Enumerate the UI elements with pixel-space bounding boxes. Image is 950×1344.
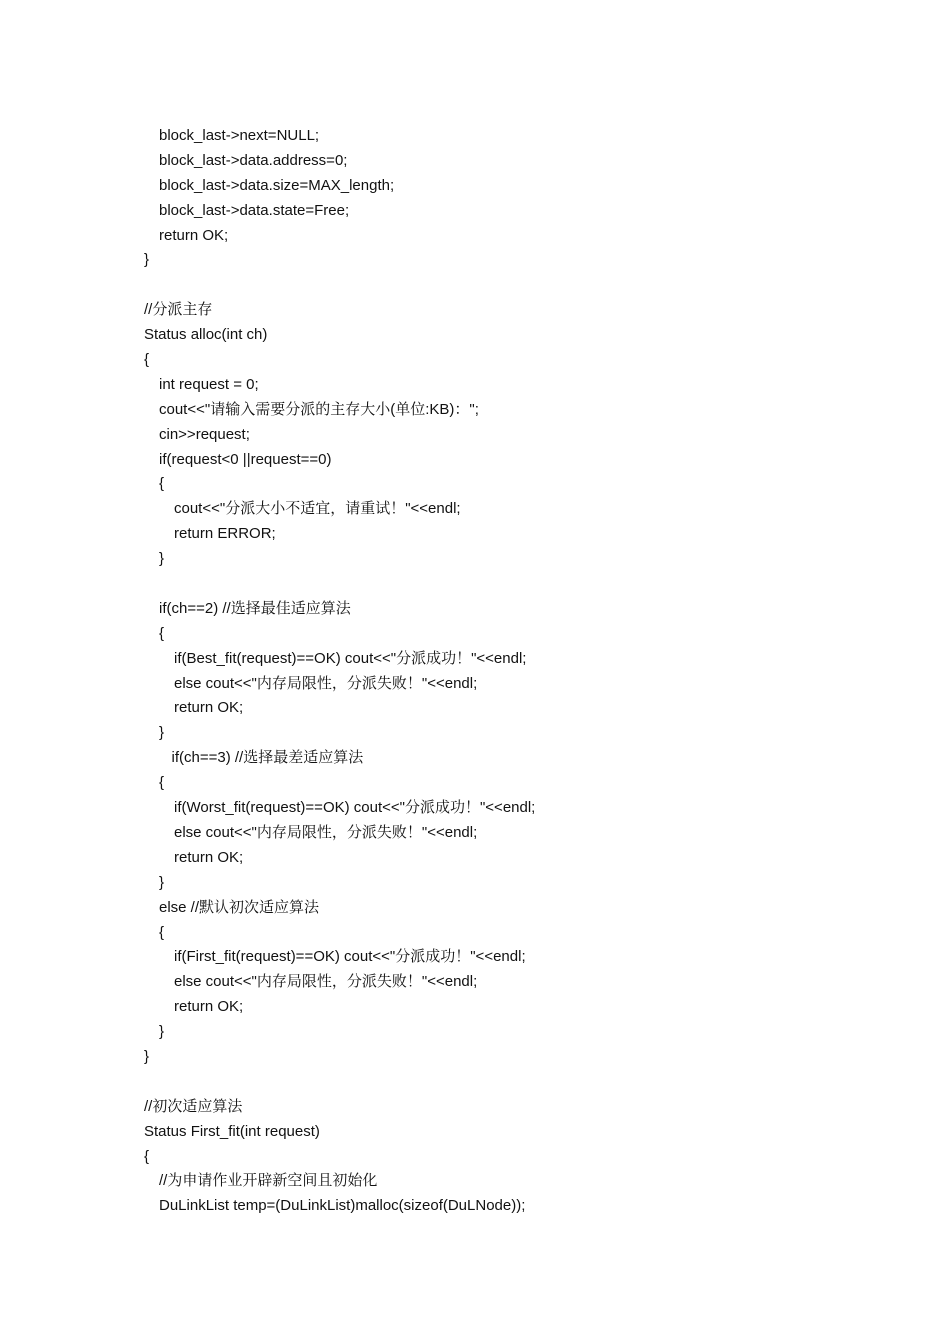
- code-line: else //默认初次适应算法: [159, 898, 320, 916]
- code-line: //为申请作业开辟新空间且初始化: [159, 1172, 378, 1190]
- code-line: if(Best_fit(request)==OK) cout<<"分派成功！"<<endl;: [174, 649, 527, 667]
- blank-line: [144, 1070, 864, 1095]
- code-line: if(ch==3) //选择最差适应算法: [159, 749, 364, 767]
- code-line: if(First_fit(request)==OK) cout<<"分派成功！"<<endl;: [174, 948, 526, 966]
- code-line: else cout<<"内存局限性，分派失败！"<<endl;: [174, 973, 478, 991]
- code-line: Status alloc(int ch): [144, 326, 268, 344]
- code-line: {: [144, 351, 150, 369]
- code-line: {: [144, 1147, 150, 1165]
- code-line: {: [159, 923, 165, 941]
- code-line: int request = 0;: [159, 375, 259, 393]
- code-line: }: [159, 724, 165, 742]
- code-line: else cout<<"内存局限性，分派失败！"<<endl;: [174, 674, 478, 692]
- code-line: return ERROR;: [174, 525, 276, 543]
- code-line: //分派主存: [144, 301, 213, 319]
- code-line: return OK;: [174, 998, 244, 1016]
- code-line: {: [159, 774, 165, 792]
- code-line: block_last->data.size=MAX_length;: [159, 176, 395, 194]
- code-line: return OK;: [159, 226, 229, 244]
- code-line: block_last->next=NULL;: [159, 127, 320, 144]
- code-listing: [144, 124, 864, 1219]
- code-line: DuLinkList temp=(DuLinkList)malloc(sizeof(DuLNode));: [159, 1197, 526, 1215]
- code-line: if(Worst_fit(request)==OK) cout<<"分派成功！"<<endl;: [174, 799, 536, 817]
- code-line: //初次适应算法: [144, 1097, 243, 1115]
- code-line: cin>>request;: [159, 425, 250, 443]
- code-line: cout<<"请输入需要分派的主存大小(单位:KB)：";: [159, 400, 479, 418]
- code-line: {: [159, 475, 165, 493]
- code-line: }: [159, 550, 165, 568]
- blank-line: [144, 572, 864, 597]
- code-line: block_last->data.address=0;: [159, 151, 348, 169]
- code-line: }: [144, 1047, 150, 1065]
- code-line: }: [159, 1023, 165, 1041]
- code-line: }: [144, 251, 150, 269]
- code-line: {: [159, 624, 165, 642]
- code-line: cout<<"分派大小不适宜，请重试！"<<endl;: [174, 500, 461, 518]
- code-line: if(request<0 ||request==0): [159, 450, 332, 468]
- blank-line: [144, 273, 864, 298]
- code-line: return OK;: [174, 699, 244, 717]
- code-line: else cout<<"内存局限性，分派失败！"<<endl;: [174, 823, 478, 841]
- code-line: Status First_fit(int request): [144, 1122, 320, 1140]
- code-line: if(ch==2) //选择最佳适应算法: [159, 599, 351, 617]
- code-line: }: [159, 873, 165, 891]
- code-line: return OK;: [174, 848, 244, 866]
- code-line: block_last->data.state=Free;: [159, 201, 350, 219]
